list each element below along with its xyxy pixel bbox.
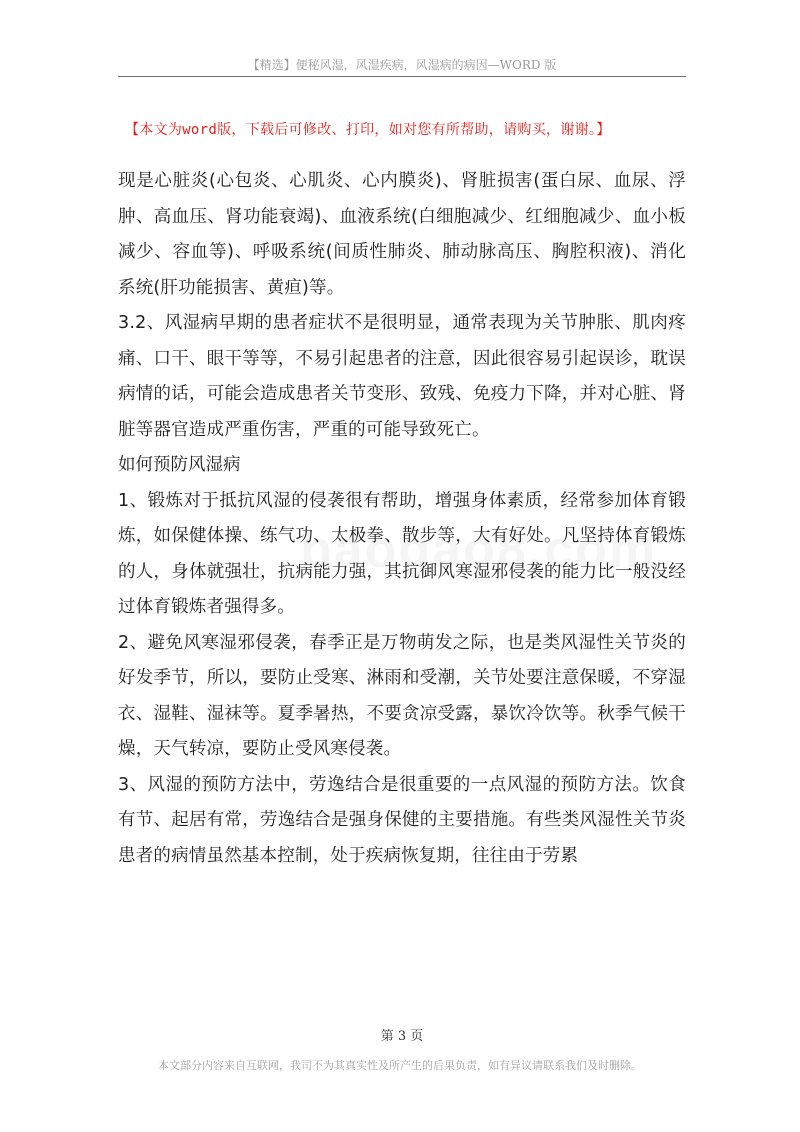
document-body: [118, 164, 686, 874]
section-heading-prevention: 如何预防风湿病: [118, 455, 241, 475]
page-footer-disclaimer: 本文部分内容来自互联网，我司不为其真实性及所产生的后果负责，如有异议请联系我们及时删除。: [158, 1059, 642, 1072]
page-number: 第 3 页: [380, 1029, 424, 1044]
paragraph-prevention-3-rest: 3、风湿的预防方法中，劳逸结合是很重要的一点风湿的预防方法。饮食有节、起居有常，劳逸结合是强身保健的主要措施。有些类风湿性关节炎患者的病情虽然基本控制，处于疾病恢复期，往往由于劳累: [118, 774, 686, 866]
paragraph-3-2-early-symptoms: 3.2、风湿病早期的患者症状不是很明显，通常表现为关节肿胀、肌肉疼痛、口干、眼干等等，不易引起患者的注意，因此很容易引起误诊，耽误病情的话，可能会造成患者关节变形、致残、免疫力下降，并对心脏、肾脏等器官造成严重伤害，严重的可能导致死亡。: [118, 313, 686, 440]
header-divider: [118, 76, 686, 77]
page-header-title: 【精选】便秘风湿，风湿疾病，风湿病的病因—WORD 版: [247, 58, 557, 72]
paragraph-symptoms-continued: 现是心脏炎(心包炎、心肌炎、心内膜炎)、肾脏损害(蛋白尿、血尿、浮肿、高血压、肾功能衰竭)、血液系统(白细胞减少、红细胞减少、血小板减少、容血等)、呼吸系统(间质性肺炎、肺动脉高压、胸腔积液)、消化系统(肝功能损害、黄疸)等。: [118, 171, 686, 298]
download-notice: 【本文为word版，下载后可修改、打印，如对您有所帮助，请购买，谢谢。】: [125, 122, 611, 138]
paragraph-prevention-1-exercise: 1、锻炼对于抵抗风湿的侵袭很有帮助，增强身体素质，经常参加体育锻炼，如保健体操、练气功、太极拳、散步等，大有好处。凡坚持体育锻炼的人，身体就强壮，抗病能力强，其抗御风寒湿邪侵袭的能力比一般没经过体育锻炼者强得多。: [118, 490, 686, 617]
paragraph-prevention-2-avoid-cold: 2、避免风寒湿邪侵袭，春季正是万物萌发之际，也是类风湿性关节炎的好发季节，所以，要防止受寒、淋雨和受潮，关节处要注意保暖，不穿湿衣、湿鞋、湿袜等。夏季暑热，不要贪凉受露，暴饮冷饮等。秋季气候干燥，天气转凉，要防止受风寒侵袭。: [118, 632, 686, 759]
